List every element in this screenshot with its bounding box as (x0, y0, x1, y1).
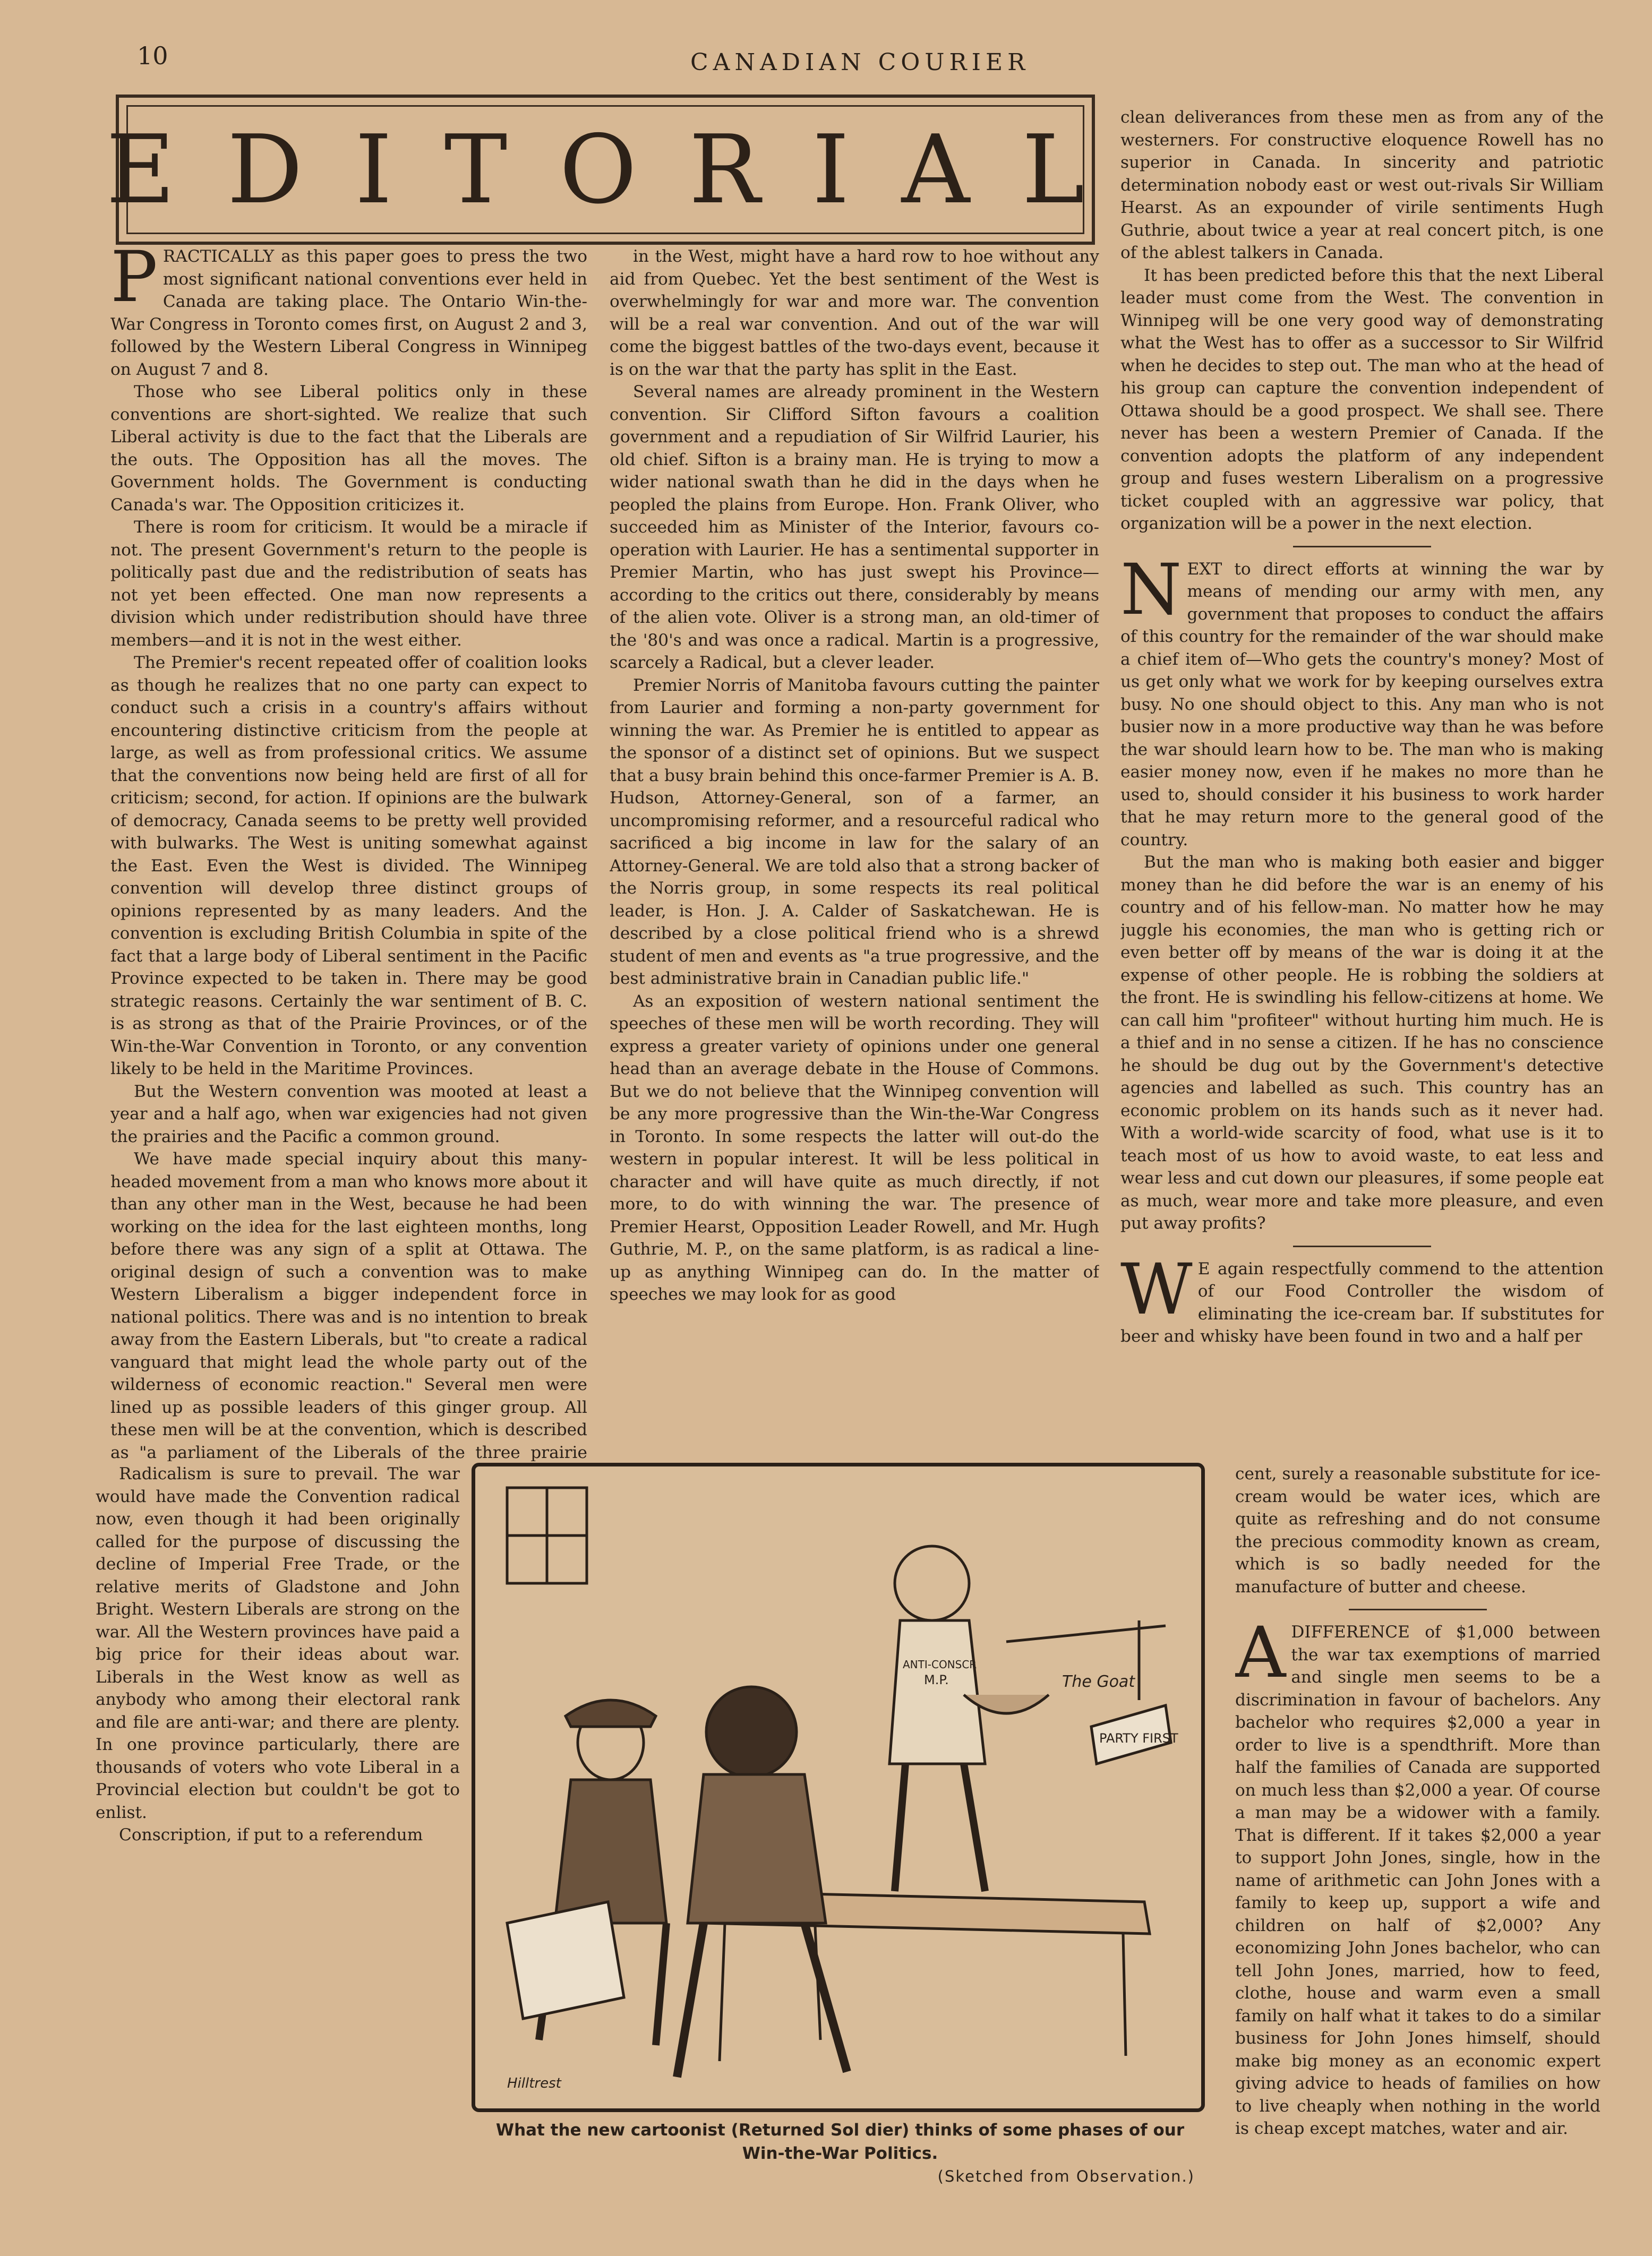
drop-cap: W (1120, 1248, 1193, 1331)
column-1-paragraph-8: Conscription, if put to a referendum (119, 1825, 423, 1845)
column-3-paragraph-4: But the man who is making both easier and bigger money than he did before the war is an enemy of his country and of his fellow-man. No matter how he may juggle his economies, the man who is getting rich or even better off by means of the war is doing it at the expense of other people. He is robbing the soldiers at the front. He is swindling his fellow-citizens at home. We can call him "profiteer" without hurting him much. He is a thief and in no sense a citizen. If he has no conscience he should be dug out by the Government's detective agencies and labelled as such. This country has an economic problem on its hands such as it never had. With a world-wide scarcity of food, what use is it to teach most of us how to avoid waste, to eat less and wear less and cut down our pleasures, if some people eat as much, wear more and take more pleasure, and even put away profits? (1120, 853, 1604, 1233)
soldier-body-shape (555, 1780, 666, 1923)
column-3-paragraph-3 (1120, 548, 1604, 852)
paragraph-text: E again respectfully commend to the attention of our Food Controller the wisdom of eliminating the ice-cream bar. If substitutes for beer and whisky have been found in two and a half per (1120, 1259, 1604, 1346)
drop-cap: A (1235, 1612, 1286, 1694)
page-number: 10 (137, 41, 168, 70)
caption-line-1: What the new cartoonist (Returned Sol dier) thinks of some phases of our (495, 2121, 1185, 2140)
column-2-paragraph-2: Several names are already prominent in the Western convention. Sir Clifford Sifton favours a coalition government and a repudiation of Sir Wilfrid Laurier, his old chief. Sifton is a brainy man. He is trying to mow a wider national swath than he did in the days when he peopled the plains from Europe. Hon. Frank Oliver, who succeeded him as Minister of the Interior, favours co-operation with Laurier. He has a sentimental supporter in Premier Martin, who has just swept his Province—according to the critics out there, considerably by means of the alien vote. Oliver is a strong man, an old-timer of the '80's and was once a radical. Martin is a progressive, scarcely a Radical, but a clever leader. (610, 382, 1099, 672)
column-2 (610, 245, 1099, 1461)
publication-masthead: CANADIAN COURIER (690, 49, 1030, 76)
editorial-banner (106, 95, 1137, 245)
politician-head-shape (895, 1546, 969, 1620)
column-1-paragraph-2: Those who see Liberal politics only in these conventions are short-sighted. We realize that such Liberal activity is due to the fact that the Liberals are the outs. The Opposition has all the moves. The Government holds. The Government is conducting Canada's war. The Opposition criticizes it. (110, 382, 587, 514)
section-divider (1293, 1246, 1431, 1247)
drop-cap: P (110, 245, 158, 318)
column-3-paragraph-2: It has been predicted before this that the next Liberal leader must come from the West. The convention in Winnipeg will be one very good way of demonstrating what the West has to offer as a successor to Sir Wilfrid when he decides to step out. The man who at the head of his group can capture the convention independent of Ottawa should be a good prospect. We shall see. There never has been a western Premier of Canada. If the convention adopts the platform of any independent group and fuses western Liberalism on a progressive ticket coupled with an aggressive war policy, that organization will be a power in the next election. (1120, 265, 1604, 533)
paragraph-text: EXT to direct efforts at winning the war by means of mending our army with men, any government that proposes to conduct the affairs of this country for the remainder of the war should make a chief item of—Who gets the country's money? Most of us get only what we work for by keeping ourselves extra busy. No one should object to this. Any man who is not busier now in a more productive way than he was before the war should learn how to be. The man who is making easier money now, even if he makes no more than he used to, should consider it his business to work harder that he may return more to the general good of the country. (1120, 559, 1604, 850)
man-body-shape (688, 1774, 826, 1923)
scale-beam-shape (1006, 1626, 1166, 1642)
paragraph-text: RACTICALLY as this paper goes to press the two most significant national conventions ever held in Canada are taking place. The Ontario Win-the-War Congress in Toronto comes first, on August 2 and 3, followed by the Western Liberal Congress in Winnipeg on August 7 and 8. (110, 247, 587, 379)
column-3-lower (1235, 1463, 1600, 2190)
editorial-cartoon (472, 1463, 1205, 2112)
newspaper-shape (507, 1902, 624, 2019)
column-1-paragraph-1 (110, 245, 587, 381)
drop-cap: N (1120, 548, 1182, 631)
column-1-paragraph-7: Radicalism is sure to prevail. The war would have made the Convention radical now, even though it had been originally called for the purpose of discussing the decline of Imperial Free Trade, or the relative merits of Gladstone and John Bright. Western Liberals are strong on the war. All the Western provinces have paid a big price for their ideas about war. Liberals in the West know as well as anybody who among their electoral rank and file are anti-war; and there are plenty. In one province particularly, there are thousands of voters who vote Liberal in a Provincial election but couldn't be got to enlist. (96, 1464, 460, 1822)
section-divider (1349, 1609, 1487, 1610)
caption-line-2: Win-the-War Politics. (742, 2144, 938, 2163)
column-3-paragraph-6 (1235, 1612, 1600, 2140)
cartoon-label-anti: ANTI-CONSCR (903, 1658, 977, 1671)
column-1-paragraph-5: But the Western convention was mooted at least a year and a half ago, when war exigencies had not given the prairies and the Pacific a common ground. (110, 1082, 587, 1146)
cartoon-illustration (475, 1466, 1201, 2108)
politician-apron-shape (889, 1620, 985, 1764)
column-1-lower (96, 1463, 460, 2177)
column-1 (110, 245, 587, 1461)
editorial-title: EDITORIAL (106, 115, 1137, 225)
cartoon-label-mp: M.P. (924, 1672, 949, 1687)
editorial-banner-inner-frame (106, 105, 1137, 234)
column-2-paragraph-4: As an exposition of western national sentiment the speeches of these men will be worth recording. They will express a greater variety of opinions under one general head than an average debate in the House of Commons. But we do not believe that the Winnipeg convention will be any more progressive than the Win-the-War Congress in Toronto. In some respects the latter will out-do the western in popular interest. It will be less political in character and will have quite as much directly, if not more, to do with winning the war. The presence of Premier Hearst, Opposition Leader Rowell, and Mr. Hugh Guthrie, M. P., on the same platform, is as radical a line-up as anything Winnipeg can do. In the matter of speeches we may look for as good (610, 991, 1099, 1304)
man-head-shape (706, 1687, 797, 1777)
column-1-paragraph-6: We have made special inquiry about this many-headed movement from a man who knows more about it than any other man in the West, because he had been working on the idea for the last eighteen months, long before there was any sign of a split at Ottawa. The original design of such a convention was to make Western Liberalism a bigger independent force in national politics. There was and is no intention to break away from the Eastern Liberals, but "to create a radical vanguard that might lead the whole party out of the wilderness of economic reaction." Several men were lined up as possible leaders of this ginger group. All these men will be at the convention, which is described as "a parliament of the Liberals of the three prairie (110, 1150, 587, 1461)
column-1-paragraph-4: The Premier's recent repeated offer of coalition looks as though he realizes that no one party can expect to conduct such a crisis in a country's affairs without encountering distinctive criticism from the people at large, as well as from professional critics. We assume that the conventions now being held are first of all for criticism; second, for action. If opinions are the bulwark of democracy, Canada seems to be pretty well provided with bulwarks. The West is uniting somewhat against the East. Even the West is divided. The Winnipeg convention will develop three distinct groups of opinions represented by as many leaders. And the convention is excluding British Columbia in spite of the fact that a large body of Liberal sentiment in the Pacific Province expected to be taken in. There may be good strategic reasons. Certainly the war sentiment of B. C. is as strong as that of the Prairie Provinces, or of the Win-the-War Convention in Toronto, or any convention likely to be held in the Maritime Provinces. (110, 653, 587, 1078)
column-3-paragraph-5 (1120, 1248, 1604, 1348)
cartoon-caption (474, 2118, 1206, 2165)
section-divider (1293, 546, 1431, 547)
caption-note: (Sketched from Observation.) (937, 2167, 1195, 2185)
column-3 (1120, 106, 1604, 1463)
column-2-paragraph-3: Premier Norris of Manitoba favours cutting the painter from Laurier and forming a non-party government for winning the war. As Premier he is entitled to appear as the sponsor of a distinct set of opinions. But we suspect that a busy brain behind this once-farmer Premier is A. B. Hudson, Attorney-General, son of a farmer, an uncompromising reformer, and a resourceful radical who sacrificed a big income in law for the salary of an Attorney-General. We are told also that a strong backer of the Norris group, in some respects its real political leader, is Hon. J. A. Calder of Saskatchewan. He is described by a close political friend who is a shrewd student of men and events as "a true progressive, and the best administrative brain in Canadian public life." (610, 675, 1099, 988)
column-3-paragraph-1: clean deliverances from these men as from any of the westerners. For constructive eloquence Rowell has no superior in Canada. In sincerity and patriotic determination nobody east or west out-rivals Sir William Hearst. As an expounder of virile sentiments Hugh Guthrie, about twice a year at real concert pitch, is one of the ablest talkers in Canada. (1120, 108, 1604, 262)
column-2-paragraph-1: in the West, might have a hard row to hoe without any aid from Quebec. Yet the best sentiment of the West is overwhelmingly for war and more war. The convention will be a real war convention. And out of the war will come the biggest battles of the two-days event, because it is on the war that the party has split in the East. (610, 247, 1099, 379)
column-1-paragraph-3: There is room for criticism. It would be a miracle if not. The present Government's return to the people is politically past due and the redistribution of seats has not yet been effected. One man now represents a division which under redistribution should have three members—and it is not in the west either. (110, 518, 587, 650)
cartoon-label-party: PARTY FIRST (1099, 1731, 1178, 1746)
column-3-paragraph-5-continued: cent, surely a reasonable substitute for ice-cream would be water ices, which are quite as refreshing and do not consume the precious commodity known as cream, which is so badly needed for the manufacture of butter and cheese. (1235, 1464, 1600, 1597)
cartoon-signature: Hilltrest (507, 2075, 561, 2091)
paragraph-text: DIFFERENCE of $1,000 between the war tax exemptions of married and single men seems to be a discrimination in favour of bachelors. Any bachelor who requires $2,000 a year in order to live is a spendthrift. More than half the families of Canada are supported on much less than $2,000 a year. Of course a man may be a widower with a family. That is different. If it takes $2,000 a year to support John Jones, single, how in the name of arithmetic can John Jones with a family to keep up, support a wife and children on half of $2,000? Any economizing John Jones bachelor, who can tell John Jones, married, how to feed, clothe, house and warm even a small family on half what it takes to do a similar business for John Jones himself, should make big money as an economic expert giving advice to heads of families on how to live cheaply when nothing in the world is cheap except matches, water and air. (1235, 1623, 1600, 2138)
cartoon-label-goat: The Goat (1062, 1672, 1135, 1691)
